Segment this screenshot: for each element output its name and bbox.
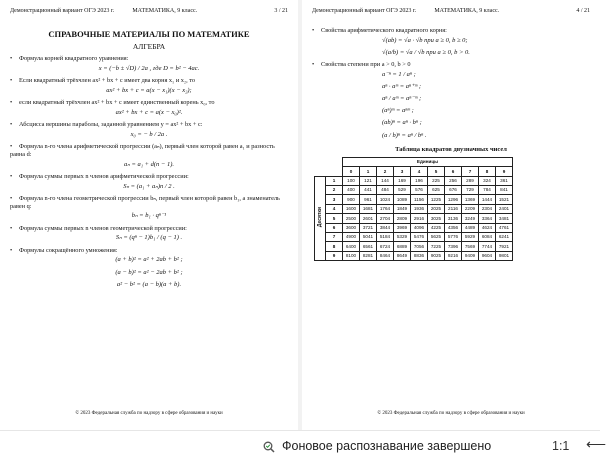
table-cell: 784	[479, 186, 496, 195]
table-cell: 3969	[394, 223, 411, 232]
page-footer: © 2023 Федеральная служба по надзору в сфере образования и науки	[75, 411, 223, 416]
formula: Sₙ = (qⁿ − 1)b₁ / (q − 1) .	[115, 234, 183, 242]
page-footer: © 2023 Федеральная служба по надзору в сфере образования и науки	[377, 411, 525, 416]
column-header: 0	[343, 167, 360, 176]
formula: aⁿ · aᵐ = aⁿ⁺ᵐ ;	[382, 83, 421, 91]
formula-item	[10, 99, 288, 107]
formula-caption: Формула суммы первых n членов арифметической прогрессии:	[19, 172, 189, 180]
formula: aₙ = a₁ + d(n − 1).	[124, 160, 174, 168]
row-header: 7	[326, 232, 343, 241]
formula-caption: Если квадратный трёхчлен ax² + bx + c имеет два корня x₁ и x₂, то	[19, 76, 196, 84]
formula: x = (−b ± √D) / 2a , где D = b² − 4ac.	[98, 64, 200, 72]
table-cell: 3364	[479, 214, 496, 223]
column-header: 6	[445, 167, 462, 176]
table-row	[315, 232, 513, 241]
formula-item	[312, 61, 590, 69]
formula: ax² + bx + c = a(x − x₀)².	[115, 108, 183, 116]
table-cell: 1521	[496, 195, 513, 204]
table-cell: 361	[496, 176, 513, 185]
table-cell: 6561	[360, 242, 377, 251]
table-cell: 6889	[394, 242, 411, 251]
table-title: Таблица квадратов двузначных чисел	[395, 145, 507, 153]
table-cell: 9801	[496, 251, 513, 260]
bullet-icon: •	[10, 76, 13, 84]
row-header: 4	[326, 204, 343, 213]
bullet-icon: •	[10, 194, 13, 202]
table-cell: 6241	[496, 232, 513, 241]
table-cell: 1296	[445, 195, 462, 204]
table-cell: 5929	[462, 232, 479, 241]
table-cell: 5041	[360, 232, 377, 241]
search-check-icon	[263, 441, 275, 453]
bullet-icon: •	[312, 27, 315, 34]
row-header: 2	[326, 186, 343, 195]
table-row	[315, 186, 513, 195]
column-header: 8	[479, 167, 496, 176]
formula-item	[10, 173, 288, 181]
table-cell: 625	[428, 186, 445, 195]
table-cell: 144	[377, 176, 394, 185]
table-cell: 2025	[428, 204, 445, 213]
table-row	[315, 251, 513, 260]
formula: √(ab) = √a · √b при a ≥ 0, b ≥ 0;	[382, 36, 468, 44]
table-cell: 1849	[394, 204, 411, 213]
bullet-icon: •	[10, 224, 13, 232]
table-cell: 2209	[462, 204, 479, 213]
formula-item	[10, 225, 288, 233]
page-header	[10, 8, 288, 18]
table-row	[315, 223, 513, 232]
bullet-icon: •	[10, 172, 13, 180]
formula: (ab)ⁿ = aⁿ · bⁿ ;	[382, 119, 422, 127]
table-cell: 3136	[445, 214, 462, 223]
table-row	[315, 242, 513, 251]
table-cell: 6084	[479, 232, 496, 241]
column-header: 4	[411, 167, 428, 176]
table-cell: 2304	[479, 204, 496, 213]
column-header: 3	[394, 167, 411, 176]
formula: √(a/b) = √a / √b при a ≥ 0, b > 0.	[382, 48, 470, 56]
table-cell: 256	[445, 176, 462, 185]
formula-list	[312, 27, 590, 140]
page-3	[0, 0, 298, 430]
table-cell: 4225	[428, 223, 445, 232]
bullet-icon: •	[10, 98, 13, 106]
formula-item	[10, 55, 288, 63]
row-header: 6	[326, 223, 343, 232]
status-bar	[0, 430, 606, 464]
subject-title: МАТЕМАТИКА, 9 класс.	[434, 8, 500, 14]
table-row	[315, 214, 513, 223]
bullet-icon: •	[10, 246, 13, 254]
table-cell: 900	[343, 195, 360, 204]
table-cell: 2704	[377, 214, 394, 223]
section-subtitle: АЛГЕБРА	[132, 41, 166, 51]
table-cell: 6724	[377, 242, 394, 251]
table-cell: 961	[360, 195, 377, 204]
table-cell: 4900	[343, 232, 360, 241]
page-header	[312, 8, 590, 18]
table-cell: 1225	[428, 195, 445, 204]
table-cell: 8649	[394, 251, 411, 260]
formula-item	[10, 77, 288, 85]
table-cell: 576	[411, 186, 428, 195]
table-cell: 1764	[377, 204, 394, 213]
column-header: 1	[360, 167, 377, 176]
row-header: 1	[326, 176, 343, 185]
zoom-level-button[interactable]: 1:1	[552, 439, 570, 453]
table-row	[315, 204, 513, 213]
arrow-left-icon[interactable]: ⟵	[586, 436, 606, 452]
formula: x₀ = − b / 2a .	[130, 130, 168, 138]
table-cell: 5329	[394, 232, 411, 241]
table-cell: 400	[343, 186, 360, 195]
table-cell: 1156	[411, 195, 428, 204]
table-cell: 3481	[496, 214, 513, 223]
table-cell: 1089	[394, 195, 411, 204]
table-cell: 9409	[462, 251, 479, 260]
table-cell: 7744	[479, 242, 496, 251]
table-cell: 1444	[479, 195, 496, 204]
table-cell: 4356	[445, 223, 462, 232]
table-cell: 1600	[343, 204, 360, 213]
table-cell: 9216	[445, 251, 462, 260]
table-cell: 1681	[360, 204, 377, 213]
exam-title: Демонстрационный вариант ОГЭ 2023 г.	[312, 8, 417, 14]
table-cell: 4489	[462, 223, 479, 232]
table-cell: 7225	[428, 242, 445, 251]
table-cell: 100	[343, 176, 360, 185]
table-cell: 5776	[445, 232, 462, 241]
table-cell: 3844	[377, 223, 394, 232]
table-cell: 1369	[462, 195, 479, 204]
page-number: 3 / 21	[274, 8, 288, 14]
bullet-icon: •	[312, 61, 315, 69]
formula-list	[10, 55, 288, 289]
table-cell: 7921	[496, 242, 513, 251]
table-cell: 3721	[360, 223, 377, 232]
bullet-icon: •	[10, 55, 13, 62]
formula: (a − b)² = a² − 2ab + b² ;	[115, 268, 183, 276]
table-cell: 841	[496, 186, 513, 195]
column-header: 5	[428, 167, 445, 176]
table-cell: 324	[479, 176, 496, 185]
bullet-icon: •	[10, 120, 13, 128]
table-cell: 2116	[445, 204, 462, 213]
table-cell: 225	[428, 176, 445, 185]
section-title: СПРАВОЧНЫЕ МАТЕРИАЛЫ ПО МАТЕМАТИКЕ	[48, 29, 250, 39]
table-cell: 8836	[411, 251, 428, 260]
formula: a² − b² = (a − b)(a + b).	[116, 280, 182, 288]
table-cell: 729	[462, 186, 479, 195]
table-cell: 9604	[479, 251, 496, 260]
table-cell: 9025	[428, 251, 445, 260]
table-cell: 8464	[377, 251, 394, 260]
table-cell: 4624	[479, 223, 496, 232]
table-cell: 4761	[496, 223, 513, 232]
formula-caption: Абсцисса вершины параболы, заданной уравнением y = ax² + bx + c:	[19, 120, 203, 128]
formula-caption: Формула n-го члена геометрической прогрессии bₙ, первый член которой равен b₁, а знаменатель равен q:	[10, 194, 280, 210]
table-cell: 1024	[377, 195, 394, 204]
row-group-header: Десятки	[315, 176, 326, 261]
table-row	[315, 195, 513, 204]
page-number: 4 / 21	[576, 8, 590, 14]
table-cell: 6400	[343, 242, 360, 251]
formula: Sₙ = (a₁ + aₙ)n / 2 .	[123, 182, 175, 190]
formula: a⁻ⁿ = 1 / aⁿ ;	[382, 70, 416, 78]
table-cell: 8281	[360, 251, 377, 260]
table-cell: 5625	[428, 232, 445, 241]
formula-caption: Свойства степени при a > 0, b > 0	[321, 61, 411, 69]
formula: ax² + bx + c = a(x − x₁)(x − x₂);	[106, 86, 192, 94]
bullet-icon: •	[10, 142, 13, 150]
formula-caption: Формула n-го члена арифметической прогрессии (aₙ), первый член которой равен a₁ и разность равна d:	[10, 142, 275, 158]
column-header: 9	[496, 167, 513, 176]
exam-title: Демонстрационный вариант ОГЭ 2023 г.	[10, 8, 115, 14]
formula-item	[10, 247, 288, 255]
row-header: 9	[326, 251, 343, 260]
table-cell: 2500	[343, 214, 360, 223]
table-cell: 4096	[411, 223, 428, 232]
formula-caption: Свойства арифметического квадратного корня:	[321, 27, 447, 34]
table-cell: 3600	[343, 223, 360, 232]
table-cell: 7569	[462, 242, 479, 251]
table-cell: 5184	[377, 232, 394, 241]
ocr-status-text: Фоновое распознавание завершено	[282, 439, 492, 453]
formula: bₙ = b₁ · qⁿ⁻¹	[131, 212, 167, 220]
table-cell: 3025	[428, 214, 445, 223]
formula: (a + b)² = a² + 2ab + b² ;	[115, 256, 183, 264]
table-cell: 484	[377, 186, 394, 195]
formula-caption: Формулы сокращённого умножения:	[19, 246, 118, 254]
squares-table	[314, 157, 513, 261]
formula: (a / b)ⁿ = aⁿ / bⁿ .	[382, 131, 427, 139]
table-cell: 2916	[411, 214, 428, 223]
table-cell: 5476	[411, 232, 428, 241]
table-cell: 8100	[343, 251, 360, 260]
table-cell: 676	[445, 186, 462, 195]
table-cell: 529	[394, 186, 411, 195]
formula-caption: если квадратный трёхчлен ax² + bx + c имеет единственный корень x₀, то	[19, 98, 215, 106]
table-cell: 1936	[411, 204, 428, 213]
table-cell: 7056	[411, 242, 428, 251]
column-header: 7	[462, 167, 479, 176]
formula-item	[10, 195, 288, 211]
formula-item	[10, 143, 288, 159]
formula-caption: Формула суммы первых n членов геометрической прогрессии:	[19, 224, 187, 232]
formula-caption: Формула корней квадратного уравнения:	[19, 55, 129, 62]
page-content	[312, 25, 590, 261]
formula: aⁿ / aᵐ = aⁿ⁻ᵐ ;	[382, 95, 422, 103]
table-cell: 441	[360, 186, 377, 195]
table-cell: 196	[411, 176, 428, 185]
table-cell: 121	[360, 176, 377, 185]
table-cell: 2401	[496, 204, 513, 213]
subject-title: МАТЕМАТИКА, 9 класс.	[132, 8, 198, 14]
row-header: 3	[326, 195, 343, 204]
formula-item	[10, 121, 288, 129]
table-cell: 2809	[394, 214, 411, 223]
table-cell: 7396	[445, 242, 462, 251]
formula: (aⁿ)ᵐ = aⁿᵐ ;	[382, 107, 414, 115]
column-group-header: Единицы	[343, 157, 513, 166]
table-cell: 2601	[360, 214, 377, 223]
page-4	[302, 0, 600, 430]
table-cell: 169	[394, 176, 411, 185]
row-header: 5	[326, 214, 343, 223]
column-header: 2	[377, 167, 394, 176]
table-row	[315, 176, 513, 185]
row-header: 8	[326, 242, 343, 251]
formula-item	[312, 27, 590, 35]
page-content	[10, 25, 288, 293]
table-cell: 3249	[462, 214, 479, 223]
table-cell: 289	[462, 176, 479, 185]
